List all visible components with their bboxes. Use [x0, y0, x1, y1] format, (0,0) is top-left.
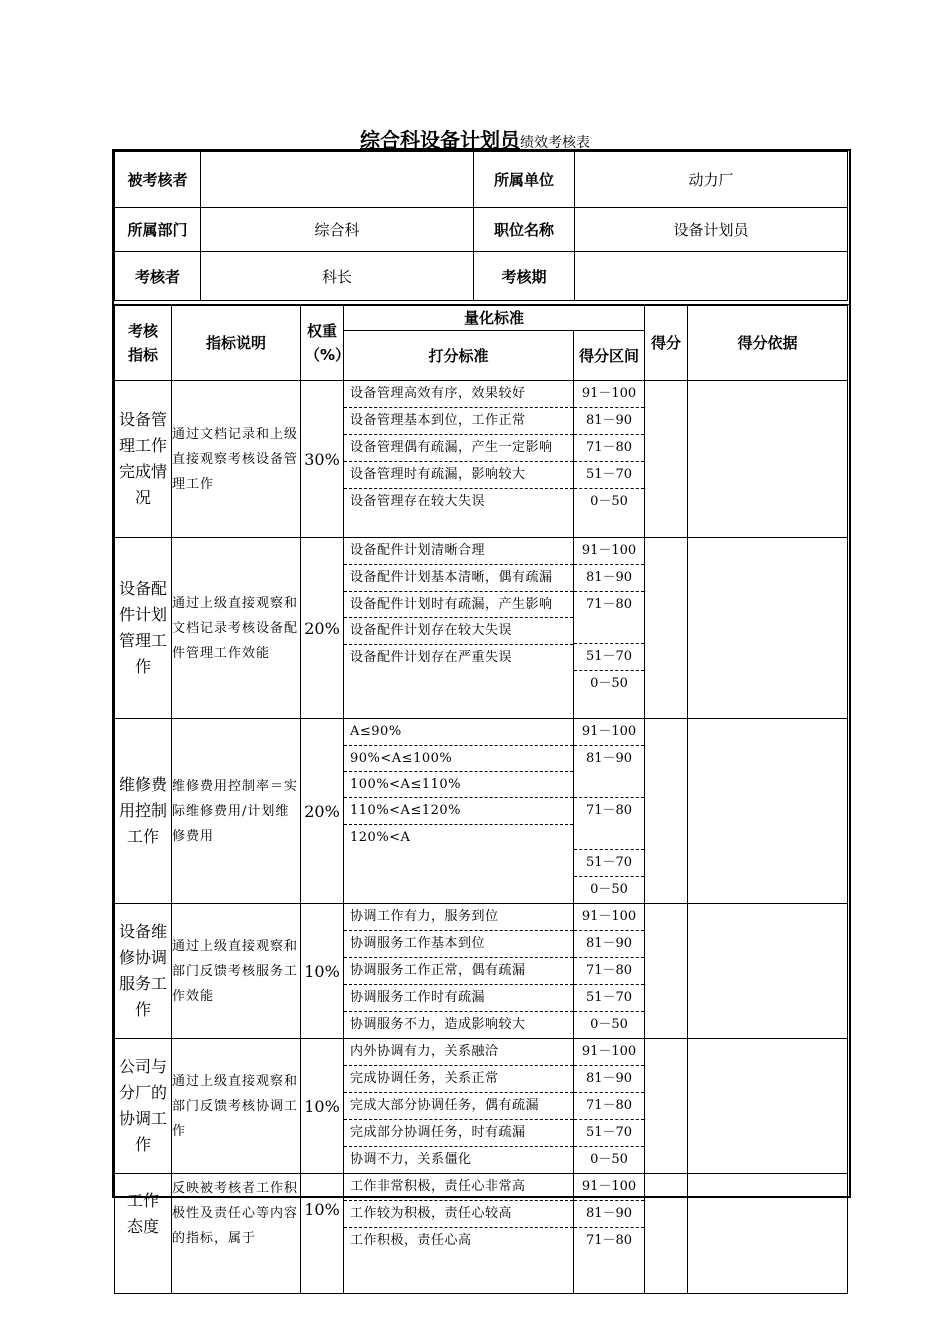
range-item: 0－50 — [590, 1017, 628, 1032]
indicator-cell: 维修费用控制工作 — [115, 719, 172, 904]
range-item: 0－50 — [590, 882, 628, 897]
weight-cell: 10% — [301, 904, 344, 1039]
header-criteria: 打分标准 — [344, 331, 574, 381]
unit-value[interactable]: 动力厂 — [575, 152, 848, 208]
range-cell — [574, 1174, 645, 1294]
range-item: 81－90 — [574, 1066, 644, 1093]
basis-cell[interactable] — [688, 1039, 848, 1174]
criteria-item: 设备管理高效有序，效果较好 — [344, 381, 573, 408]
criteria-item: 内外协调有力，关系融洽 — [344, 1039, 573, 1066]
score-cell[interactable] — [645, 1174, 688, 1294]
basis-cell[interactable] — [688, 538, 848, 719]
basis-cell[interactable] — [688, 904, 848, 1039]
description-cell: 反映被考核者工作积极性及责任心等内容的指标，属于 — [172, 1174, 301, 1294]
title-main: 综合科设备计划员 — [360, 128, 520, 152]
kpi-row — [115, 381, 848, 538]
criteria-item: 工作非常积极，责任心非常高 — [344, 1174, 573, 1201]
criteria-item: 110%<A≤120% — [344, 798, 573, 825]
header-score: 得分 — [645, 306, 688, 381]
examinee-label: 被考核者 — [115, 152, 201, 208]
period-label: 考核期 — [474, 252, 575, 301]
range-item: 81－90 — [574, 408, 644, 435]
range-item: 71－80 — [574, 958, 644, 985]
range-item: 51－70 — [574, 462, 644, 489]
criteria-item: 设备管理存在较大失误 — [350, 494, 486, 509]
description-cell: 通过上级直接观察和文档记录考核设备配件管理工作效能 — [172, 538, 301, 719]
criteria-cell — [344, 1039, 574, 1174]
header-quant: 量化标准 — [344, 306, 645, 331]
kpi-table — [114, 305, 848, 1294]
indicator-cell: 设备配件计划管理工作 — [115, 538, 172, 719]
range-item: 71－80 — [574, 798, 644, 850]
range-item: 91－100 — [574, 1174, 644, 1201]
criteria-cell — [344, 538, 574, 719]
criteria-item: 工作较为积极，责任心较高 — [344, 1201, 573, 1228]
range-item: 71－80 — [585, 1233, 633, 1248]
period-value[interactable] — [575, 252, 848, 301]
criteria-item: 工作积极，责任心高 — [350, 1233, 472, 1248]
criteria-item: 设备管理时有疏漏，影响较大 — [344, 462, 573, 489]
unit-label: 所属单位 — [474, 152, 575, 208]
title-suffix: 绩效考核表 — [520, 135, 590, 151]
criteria-item: 90%<A≤100% — [344, 746, 573, 772]
criteria-cell — [344, 904, 574, 1039]
range-item: 0－50 — [590, 676, 628, 691]
range-cell — [574, 719, 645, 904]
range-cell — [574, 538, 645, 719]
range-item: 51－70 — [574, 850, 644, 877]
header-basis: 得分依据 — [688, 306, 848, 381]
criteria-cell — [344, 1174, 574, 1294]
kpi-row — [115, 904, 848, 1039]
criteria-item: 协调服务工作时有疏漏 — [344, 985, 573, 1012]
indicator-cell: 公司与分厂的协调工作 — [115, 1039, 172, 1174]
assessor-value[interactable]: 科长 — [201, 252, 474, 301]
basis-cell[interactable] — [688, 719, 848, 904]
criteria-item: 设备配件计划时有疏漏，产生影响 — [344, 592, 573, 618]
range-cell — [574, 381, 645, 538]
range-item: 81－90 — [574, 1201, 644, 1228]
header-range: 得分区间 — [574, 331, 645, 381]
info-table — [114, 151, 848, 301]
range-item: 71－80 — [574, 435, 644, 462]
range-item: 91－100 — [574, 719, 644, 746]
criteria-item: 设备配件计划清晰合理 — [344, 538, 573, 565]
position-label: 职位名称 — [474, 208, 575, 252]
criteria-item: 协调不力，关系僵化 — [350, 1152, 472, 1167]
criteria-item: 设备配件计划存在较大失误 — [344, 618, 573, 645]
basis-cell[interactable] — [688, 381, 848, 538]
weight-cell: 10% — [301, 1174, 344, 1294]
criteria-item: 协调服务工作正常，偶有疏漏 — [344, 958, 573, 985]
criteria-item: 设备配件计划存在严重失误 — [350, 650, 513, 665]
range-item: 81－90 — [574, 746, 644, 798]
examinee-value[interactable] — [201, 152, 474, 208]
dept-value[interactable]: 综合科 — [201, 208, 474, 252]
criteria-item: 完成大部分协调任务，偶有疏漏 — [344, 1093, 573, 1120]
criteria-item: 100%<A≤110% — [344, 772, 573, 798]
range-item: 71－80 — [574, 592, 644, 644]
assessor-label: 考核者 — [115, 252, 201, 301]
criteria-item: A≤90% — [344, 719, 573, 746]
range-item: 91－100 — [574, 1039, 644, 1066]
header-indicator: 考核指标 — [115, 306, 172, 381]
description-cell: 通过文档记录和上级直接观察考核设备管理工作 — [172, 381, 301, 538]
score-cell[interactable] — [645, 381, 688, 538]
criteria-item: 完成协调任务，关系正常 — [344, 1066, 573, 1093]
header-description: 指标说明 — [172, 306, 301, 381]
indicator-cell: 设备维修协调服务工作 — [115, 904, 172, 1039]
range-item: 51－70 — [574, 644, 644, 671]
range-item: 91－100 — [574, 381, 644, 408]
criteria-item: 120%<A — [350, 830, 411, 845]
header-weight: 权重（%） — [301, 306, 344, 381]
indicator-cell: 工作态度 — [115, 1174, 172, 1294]
range-item: 71－80 — [574, 1093, 644, 1120]
kpi-row — [115, 538, 848, 719]
weight-cell: 30% — [301, 381, 344, 538]
score-cell[interactable] — [645, 538, 688, 719]
weight-cell: 10% — [301, 1039, 344, 1174]
description-cell: 维修费用控制率＝实际维修费用/计划维修费用 — [172, 719, 301, 904]
kpi-row — [115, 719, 848, 904]
range-cell — [574, 1039, 645, 1174]
weight-cell: 20% — [301, 719, 344, 904]
position-value[interactable]: 设备计划员 — [575, 208, 848, 252]
range-item: 51－70 — [574, 985, 644, 1012]
criteria-item: 设备管理偶有疏漏，产生一定影响 — [344, 435, 573, 462]
criteria-item: 协调服务工作基本到位 — [344, 931, 573, 958]
score-cell[interactable] — [645, 904, 688, 1039]
range-item: 0－50 — [590, 494, 628, 509]
basis-cell[interactable] — [688, 1174, 848, 1294]
criteria-item: 设备配件计划基本清晰，偶有疏漏 — [344, 565, 573, 592]
range-item: 81－90 — [574, 565, 644, 592]
criteria-cell — [344, 719, 574, 904]
range-cell — [574, 904, 645, 1039]
kpi-row — [115, 1174, 848, 1294]
criteria-cell — [344, 381, 574, 538]
description-cell: 通过上级直接观察和部门反馈考核协调工作 — [172, 1039, 301, 1174]
score-cell[interactable] — [645, 1039, 688, 1174]
criteria-item: 设备管理基本到位，工作正常 — [344, 408, 573, 435]
indicator-cell: 设备管理工作完成情况 — [115, 381, 172, 538]
criteria-item: 协调服务不力，造成影响较大 — [350, 1017, 526, 1032]
range-item: 51－70 — [574, 1120, 644, 1147]
range-item: 81－90 — [574, 931, 644, 958]
description-cell: 通过上级直接观察和部门反馈考核服务工作效能 — [172, 904, 301, 1039]
range-item: 91－100 — [574, 904, 644, 931]
dept-label: 所属部门 — [115, 208, 201, 252]
kpi-row — [115, 1039, 848, 1174]
assessment-form — [112, 149, 851, 1248]
weight-cell: 20% — [301, 538, 344, 719]
range-item: 0－50 — [590, 1152, 628, 1167]
criteria-item: 完成部分协调任务，时有疏漏 — [344, 1120, 573, 1147]
range-item: 91－100 — [574, 538, 644, 565]
score-cell[interactable] — [645, 719, 688, 904]
criteria-item: 协调工作有力，服务到位 — [344, 904, 573, 931]
kpi-body — [115, 381, 848, 1294]
